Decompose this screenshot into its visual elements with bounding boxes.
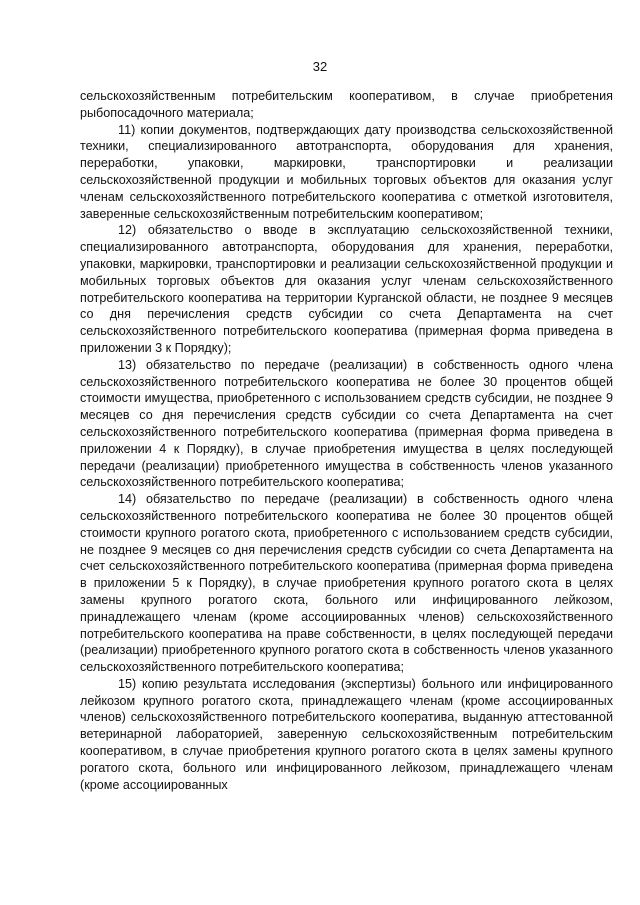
paragraph-item-15: 15) копию результата исследования (экспертизы) больного или инфицированного лейкозом крупного рогатого скота, принадлежащего членам (кроме ассоциированных членов) сельскохозяйственного потребительского кооператива, выданную аттестованной ветеринарной лабораторией, заверенную сельскохозяйственным потребительским кооперативом, в случае приобретения крупного рогатого скота в целях замены крупного рогатого скота, больного или инфицированного лейкозом, принадлежащего членам (кроме ассоциированных <box>80 676 613 792</box>
page-number: 32 <box>312 59 328 74</box>
paragraph-item-12: 12) обязательство о вводе в эксплуатацию сельскохозяйственной техники, специализированного автотранспорта, оборудования для хранения, переработки, упаковки, маркировки, транспортировки и реализации сельскохозяйственной продукции и мобильных торговых объектов для оказания услуг членам сельскохозяйственного потребительского кооператива на территории Курганской области, не позднее 9 месяцев со дня перечисления средств субсидии со счета Департамента на счет сельскохозяйственного потребительского кооператива (примерная форма приведена в приложении 3 к Порядку); <box>80 223 613 355</box>
document-body <box>80 88 613 793</box>
paragraph-continuation: сельскохозяйственным потребительским кооперативом, в случае приобретения рыбопосадочного материала; <box>80 89 613 120</box>
paragraph-item-11: 11) копии документов, подтверждающих дату производства сельскохозяйственной техники, специализированного автотранспорта, оборудования для хранения, переработки, упаковки, маркировки, транспортировки и реализации сельскохозяйственной продукции и мобильных торговых объектов для оказания услуг членам сельскохозяйственного потребительского кооператива с отметкой изготовителя, заверенные сельскохозяйственным потребительским кооперативом; <box>80 122 613 221</box>
paragraph-item-14: 14) обязательство по передаче (реализации) в собственность одного члена сельскохозяйственного потребительского кооператива не более 30 процентов общей стоимости крупного рогатого скота, приобретенного с использованием средств субсидии, не позднее 9 месяцев со дня перечисления средств субсидии со счета Департамента на счет сельскохозяйственного потребительского кооператива (примерная форма приведена в приложении 5 к Порядку), в случае приобретения крупного рогатого скота в целях замены крупного рогатого скота, больного или инфицированного лейкозом, принадлежащего членам (кроме ассоциированных членов) сельскохозяйственного потребительского кооператива на праве собственности, в целях последующей передачи (реализации) приобретенного крупного рогатого скота в собственность членов указанного сельскохозяйственного потребительского кооператива; <box>80 492 613 675</box>
paragraph-item-13: 13) обязательство по передаче (реализации) в собственность одного члена сельскохозяйственного потребительского кооператива не более 30 процентов общей стоимости имущества, приобретенного с использованием средств субсидии, не позднее 9 месяцев со дня перечисления средств субсидии со счета Департамента на счет сельскохозяйственного потребительского кооператива (примерная форма приведена в приложении 4 к Порядку), в случае приобретения имущества в целях последующей передачи (реализации) приобретенного имущества в собственность членов указанного сельскохозяйственного потребительского кооператива; <box>80 357 613 490</box>
